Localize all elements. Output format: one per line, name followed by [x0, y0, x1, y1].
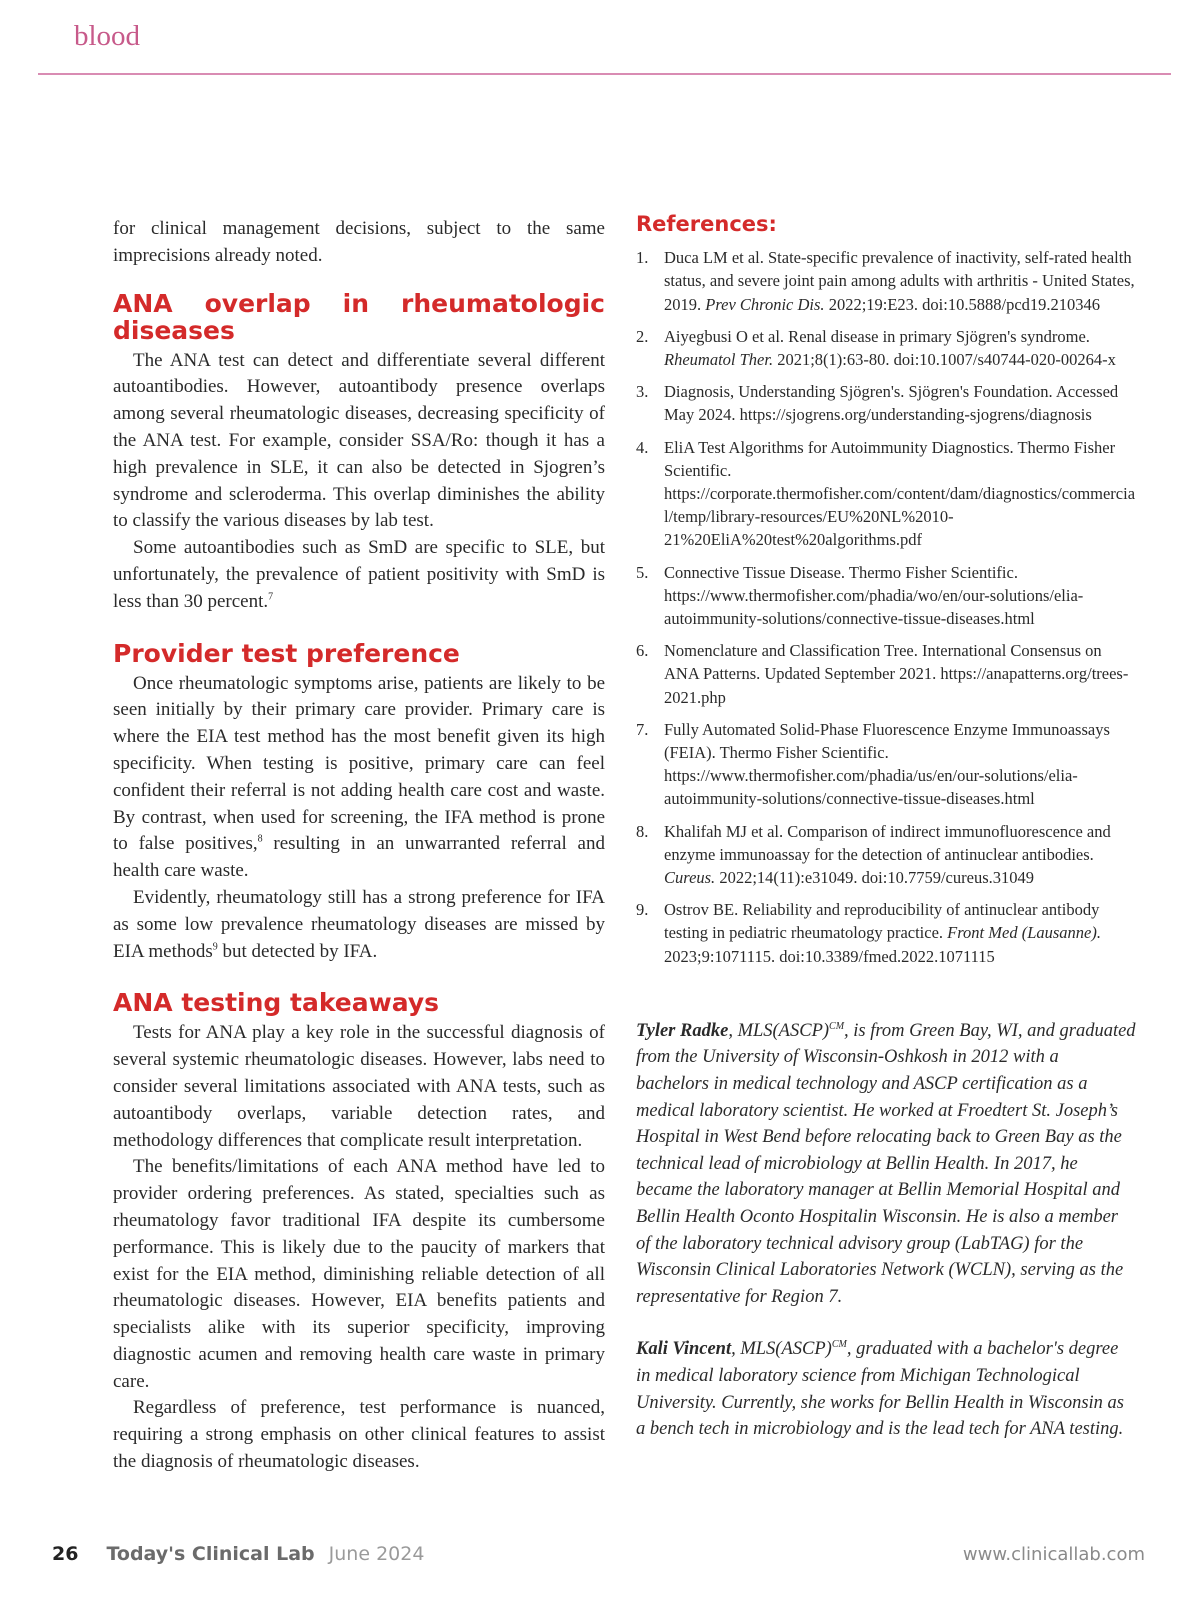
- reference-item: [636, 639, 1136, 709]
- side-column: [636, 213, 1136, 1469]
- credential-superscript: CM: [829, 1020, 845, 1032]
- author-bio: [636, 1336, 1136, 1442]
- paragraph-text: Some autoantibodies such as SmD are specific to SLE, but unfortunately, the prevalence of patient positivity with SmD is less than 30 percent.: [113, 537, 605, 612]
- reference-number: 2.: [636, 326, 649, 346]
- reference-number: 9.: [636, 900, 649, 920]
- section-tag: blood: [74, 20, 141, 52]
- credential-superscript: CM: [831, 1339, 847, 1351]
- paragraph-text: Evidently, rheumatology still has a strong preference for IFA as some low prevalence rheumatology diseases are missed by EIA methods: [113, 886, 605, 962]
- reference-number: 1.: [636, 248, 649, 268]
- journal-name: Front Med (Lausanne).: [947, 923, 1101, 943]
- section-heading-provider-preference: Provider test preference: [113, 638, 460, 668]
- reference-item: [636, 246, 1136, 316]
- website-link[interactable]: www.clinicallab.com: [962, 1544, 1145, 1565]
- reference-item: [636, 561, 1136, 631]
- journal-name: Prev Chronic Dis.: [705, 294, 825, 314]
- section-heading-ana-overlap: ANA overlap in rheumatologic diseases: [113, 288, 605, 345]
- author-credential: , MLS(ASCP): [731, 1339, 832, 1360]
- reference-body: Khalifah MJ et al. Comparison of indirect immunofluorescence and enzyme immunoassay for the detection of antinuclear antibodies.: [664, 821, 1111, 864]
- author-bio-text: , graduated with a bachelor's degree in medical laboratory science from Michigan Technological University. Currently, she works for Bellin Health in Wisconsin as a bench tech in microbiology and is the lead tech for ANA testing.: [636, 1339, 1125, 1440]
- reference-item: [636, 718, 1136, 811]
- reference-item: [636, 436, 1136, 552]
- author-credential: , MLS(ASCP): [728, 1020, 830, 1041]
- paragraph-text: Once rheumatologic symptoms arise, patients are likely to be seen initially by their primary care provider. Primary care is where the EIA test method has the most benefit given its high specificity. When testing is positive, primary care can feel confident their referral is not adding health care cost and waste. By contrast, when used for screening, the IFA method is prone to false positives,: [113, 672, 605, 855]
- references-title: References:: [636, 212, 777, 236]
- paragraph: [113, 885, 605, 965]
- paragraph: The benefits/limitations of each ANA method have led to provider ordering preferences. As stated, specialties such as rheumatology favor traditional IFA despite its cumbersome performance. This is likely due to the paucity of markers that exist for the EIA method, diminishing reliable detection of all rheumatologic diseases. However, EIA benefits patients and specialists alike with its superior specificity, improving diagnostic acumen and removing health care waste in primary care.: [113, 1156, 605, 1392]
- author-bio: [636, 1018, 1136, 1311]
- citation-marker: 7: [268, 591, 274, 603]
- paragraph: Regardless of preference, test performance is nuanced, requiring a strong emphasis on other clinical features to assist the diagnosis of rheumatologic diseases.: [113, 1397, 605, 1473]
- page-footer: [52, 1543, 1145, 1565]
- issue-date: June 2024: [328, 1543, 425, 1565]
- paragraph: [113, 535, 605, 615]
- reference-item: [636, 380, 1136, 426]
- reference-number: 4.: [636, 437, 649, 457]
- reference-number: 3.: [636, 382, 649, 402]
- journal-name: Cureus.: [664, 868, 716, 888]
- reference-item: [636, 325, 1136, 371]
- author-bios: [636, 1018, 1136, 1443]
- reference-list: [636, 246, 1136, 968]
- reference-number: 6.: [636, 641, 649, 661]
- reference-text: [664, 246, 1136, 316]
- paragraph: Tests for ANA play a key role in the successful diagnosis of several systemic rheumatologic diseases. However, labs need to consider several limitations associated with ANA tests, such as autoantibody overlaps, variable detection rates, and methodology differences that complicate result interpretation.: [113, 1022, 605, 1151]
- reference-text: EliA Test Algorithms for Autoimmunity Diagnostics. Thermo Fisher Scientific. https://corporate.thermofisher.com/content/dam/diagnostics/commercial/temp/library-resources/EU%20NL%2010-21%20EliA%20test%20algorithms.pdf: [664, 437, 1136, 550]
- main-column: [113, 216, 605, 1476]
- reference-text: Diagnosis, Understanding Sjögren's. Sjögren's Foundation. Accessed May 2024. https://sjogrens.org/understanding-sjogrens/diagnosis: [664, 382, 1119, 425]
- author-name: Kali Vincent: [636, 1339, 732, 1360]
- reference-item: [636, 820, 1136, 890]
- header-rule: [38, 73, 1171, 75]
- reference-text: [664, 820, 1136, 890]
- citation-marker: 9: [212, 941, 218, 953]
- reference-body: 2023;9:1071115. doi:10.3389/fmed.2022.1071115: [664, 946, 995, 966]
- reference-number: 8.: [636, 821, 649, 841]
- reference-text: Fully Automated Solid-Phase Fluorescence Enzyme Immunoassays (FEIA). Thermo Fisher Scientific. https://www.thermofisher.com/phadia/us/en/our-solutions/elia-autoimmunity-solutions/connective-tissue-diseases.html: [664, 719, 1110, 809]
- reference-item: [636, 898, 1136, 968]
- author-name: Tyler Radke: [636, 1020, 729, 1041]
- citation-marker: 8: [257, 834, 263, 846]
- paragraph-text: resulting in an unwarranted referral and health care waste.: [113, 833, 605, 882]
- reference-number: 7.: [636, 719, 649, 739]
- section-heading-takeaways: ANA testing takeaways: [113, 988, 440, 1018]
- author-bio-text: , is from Green Bay, WI, and graduated from the University of Wisconsin-Oshkosh in 2012 with a bachelors in medical technology and ASCP certification as a medical laboratory scientist. He worked at Froedtert St. Joseph’s Hospital in West Bend before relocating back to Green Bay as the technical lead of microbiology at Bellin Health. In 2017, he became the laboratory manager at Bellin Memorial Hospital and Bellin Health Oconto Hospitalin Wisconsin. He is also a member of the laboratory technical advisory group (LabTAG) for the Wisconsin Clinical Laboratories Network (WCLN), serving as the representative for Region 7.: [636, 1020, 1136, 1307]
- journal-name: Rheumatol Ther.: [664, 350, 774, 370]
- reference-body: 2021;8(1):63-80. doi:10.1007/s40744-020-00264-x: [773, 350, 1116, 370]
- intro-paragraph: for clinical management decisions, subject to the same imprecisions already noted.: [113, 218, 605, 266]
- reference-text: Nomenclature and Classification Tree. International Consensus on ANA Patterns. Updated September 2021. https://anapatterns.org/trees-2021.php: [664, 641, 1129, 707]
- reference-body: 2022;19:E23. doi:10.5888/pcd19.210346: [824, 294, 1101, 314]
- publication-name: Today's Clinical Lab: [106, 1543, 315, 1565]
- page-number: 26: [52, 1543, 79, 1565]
- paragraph: The ANA test can detect and differentiate several different autoantibodies. However, autoantibody presence overlaps among several rheumatologic diseases, decreasing specificity of the ANA test. For example, consider SSA/Ro: though it has a high prevalence in SLE, it can also be detected in Sjogren’s syndrome and scleroderma. This overlap diminishes the ability to classify the various diseases by lab test.: [113, 349, 605, 532]
- reference-body: Duca LM et al. State-specific prevalence of inactivity, self-rated health status, and severe joint pain among adults with arthritis - United States, 2019.: [664, 248, 1135, 314]
- paragraph-text: but detected by IFA.: [217, 940, 378, 962]
- reference-body: Aiyegbusi O et al. Renal disease in primary Sjögren's syndrome.: [664, 326, 1090, 346]
- reference-number: 5.: [636, 562, 649, 582]
- reference-text: Connective Tissue Disease. Thermo Fisher Scientific. https://www.thermofisher.com/phadia/wo/en/our-solutions/elia-autoimmunity-solutions/connective-tissue-diseases.html: [664, 562, 1084, 629]
- paragraph: [113, 671, 605, 885]
- reference-body: 2022;14(11):e31049. doi:10.7759/cureus.31049: [715, 868, 1034, 888]
- reference-text: [664, 325, 1136, 371]
- reference-text: [664, 898, 1136, 968]
- reference-body: Ostrov BE. Reliability and reproducibility of antinuclear antibody testing in pediatric rheumatology practice.: [664, 900, 1100, 943]
